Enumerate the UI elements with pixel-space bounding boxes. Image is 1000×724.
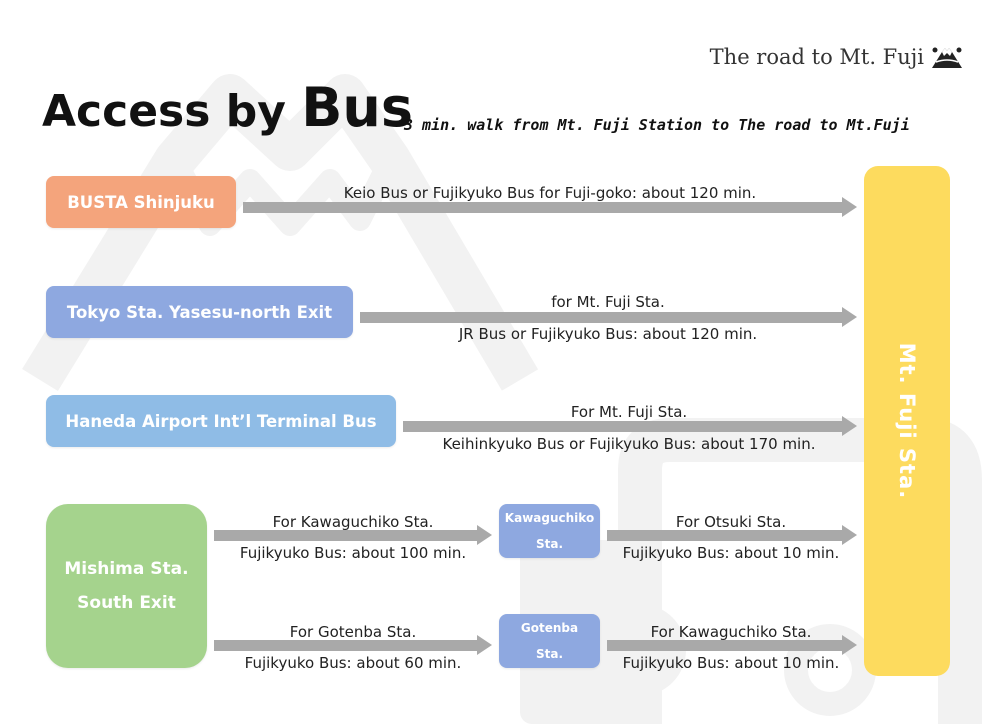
route-arrow-mishima-gotenba	[214, 640, 478, 651]
origin-label: Tokyo Sta. Yasesu-north Exit	[66, 302, 333, 322]
route-label-haneda-top: For Mt. Fuji Sta.	[570, 403, 688, 421]
origin-tokyo-station	[46, 286, 353, 338]
route-label-kawaguchiko-fuji-bottom: Fujikyuko Bus: about 10 min.	[622, 544, 840, 562]
transfer-label-line1: Gotenba	[520, 621, 579, 635]
origin-busta-shinjuku	[46, 176, 236, 228]
mt-fuji-logo-icon	[930, 44, 964, 70]
origin-mishima-station	[46, 504, 207, 668]
route-label-mishima-kawaguchiko-top: For Kawaguchiko Sta.	[272, 513, 434, 531]
route-label-tokyo-bottom: JR Bus or Fujikyuko Bus: about 120 min.	[458, 325, 758, 343]
destination-label: Mt. Fuji Sta.	[895, 342, 919, 500]
route-label-mishima-gotenba-bottom: Fujikyuko Bus: about 60 min.	[244, 654, 462, 672]
origin-label-line1: Mishima Sta.	[64, 559, 189, 579]
brand-logo	[710, 44, 964, 70]
page-subtitle: 3 min. walk from Mt. Fuji Station to The road to Mt.Fuji	[404, 116, 910, 134]
route-arrow-busta	[243, 202, 843, 213]
origin-label: BUSTA Shinjuku	[67, 192, 215, 212]
route-arrow-tokyo	[360, 312, 843, 323]
route-label-busta: Keio Bus or Fujikyuko Bus for Fuji-goko: about 120 min.	[343, 184, 757, 202]
route-label-gotenba-fuji-top: For Kawaguchiko Sta.	[650, 623, 812, 641]
route-arrow-haneda	[403, 421, 843, 432]
origin-haneda-airport	[46, 395, 396, 447]
transfer-label-line2: Sta.	[535, 537, 564, 551]
page-title	[42, 76, 413, 139]
route-label-mishima-kawaguchiko-bottom: Fujikyuko Bus: about 100 min.	[239, 544, 467, 562]
destination-mt-fuji-station	[864, 166, 950, 676]
route-label-gotenba-fuji-bottom: Fujikyuko Bus: about 10 min.	[622, 654, 840, 672]
route-arrow-mishima-kawaguchiko	[214, 530, 478, 541]
title-main: Access by	[42, 86, 302, 137]
transfer-label-line2: Sta.	[535, 647, 564, 661]
origin-label-line2: South Exit	[77, 593, 176, 613]
route-label-kawaguchiko-fuji-top: For Otsuki Sta.	[675, 513, 787, 531]
transfer-gotenba-station	[499, 614, 600, 668]
title-bus: Bus	[301, 76, 414, 139]
route-arrow-kawaguchiko-fuji	[607, 530, 843, 541]
transfer-kawaguchiko-station	[499, 504, 600, 558]
route-label-mishima-gotenba-top: For Gotenba Sta.	[289, 623, 417, 641]
route-label-tokyo-top: for Mt. Fuji Sta.	[551, 293, 665, 311]
brand-text: The road to Mt. Fuji	[709, 45, 924, 69]
route-arrow-gotenba-fuji	[607, 640, 843, 651]
route-label-haneda-bottom: Keihinkyuko Bus or Fujikyuko Bus: about 170 min.	[442, 435, 816, 453]
origin-label: Haneda Airport Int’l Terminal Bus	[65, 411, 377, 431]
transfer-label-line1: Kawaguchiko	[504, 511, 595, 525]
